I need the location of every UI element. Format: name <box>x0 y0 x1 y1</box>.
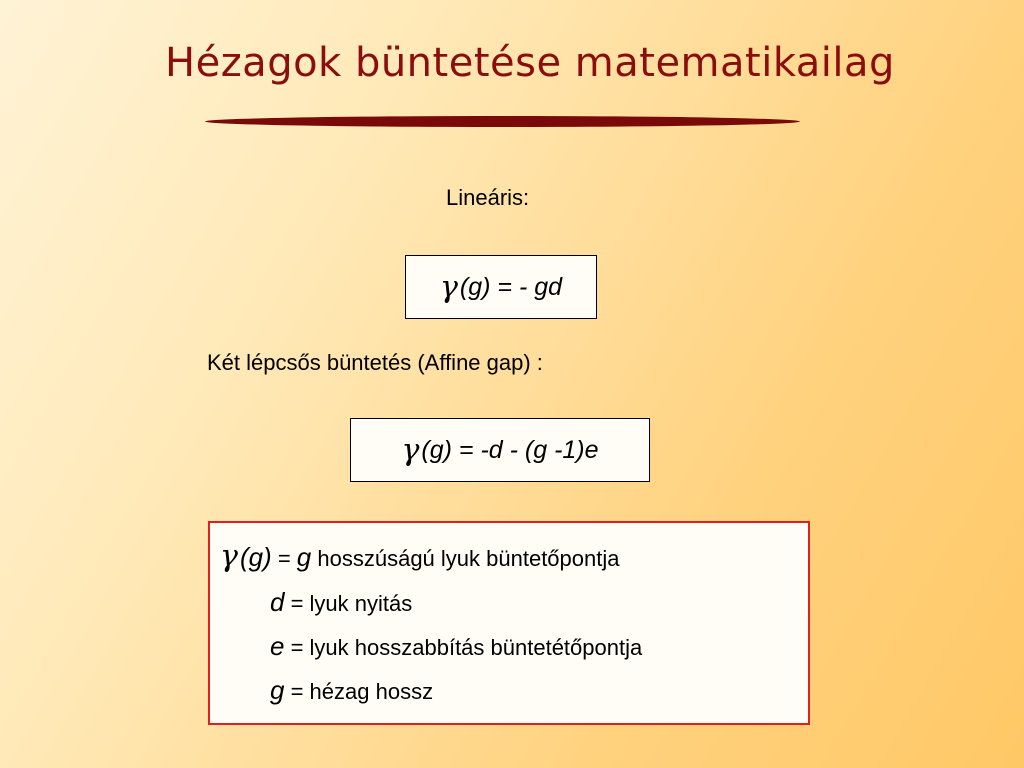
definition-desc: lyuk hosszabbítás büntetétőpontja <box>309 635 643 660</box>
definition-d <box>270 587 412 618</box>
definition-symbol: d <box>270 587 285 617</box>
definition-e <box>270 631 642 662</box>
definition-g <box>270 675 433 706</box>
gamma-symbol: γ <box>220 539 238 574</box>
affine-label: Két lépcsős büntetés (Affine gap) : <box>207 350 543 375</box>
definition-term: g <box>296 542 312 572</box>
definition-desc: hézag hossz <box>309 679 434 704</box>
linear-formula: (g) = - gd <box>459 272 563 301</box>
definition-desc: lyuk nyitás <box>309 591 413 616</box>
affine-formula: (g) = -d - (g -1)e <box>421 435 599 464</box>
definition-desc: hosszúságú lyuk büntetőpontja <box>311 546 620 571</box>
definition-symbol: g <box>270 675 285 705</box>
definition-equals: = <box>284 679 310 704</box>
definition-equals: = <box>271 546 297 571</box>
definition-symbol: e <box>270 631 285 661</box>
definition-equals: = <box>284 635 310 660</box>
linear-label: Lineáris: <box>446 185 530 210</box>
affine-formula-box <box>350 418 650 482</box>
gamma-symbol: γ <box>401 432 420 468</box>
definition-gamma <box>220 539 619 574</box>
definition-equals: = <box>284 591 310 616</box>
title-underline <box>205 116 800 127</box>
linear-formula-box <box>405 255 597 319</box>
definition-symbol: (g) <box>239 542 272 572</box>
slide-title: Hézagok büntetése matematikailag <box>165 40 895 86</box>
gamma-symbol: γ <box>439 269 458 305</box>
definitions-box <box>208 521 810 725</box>
